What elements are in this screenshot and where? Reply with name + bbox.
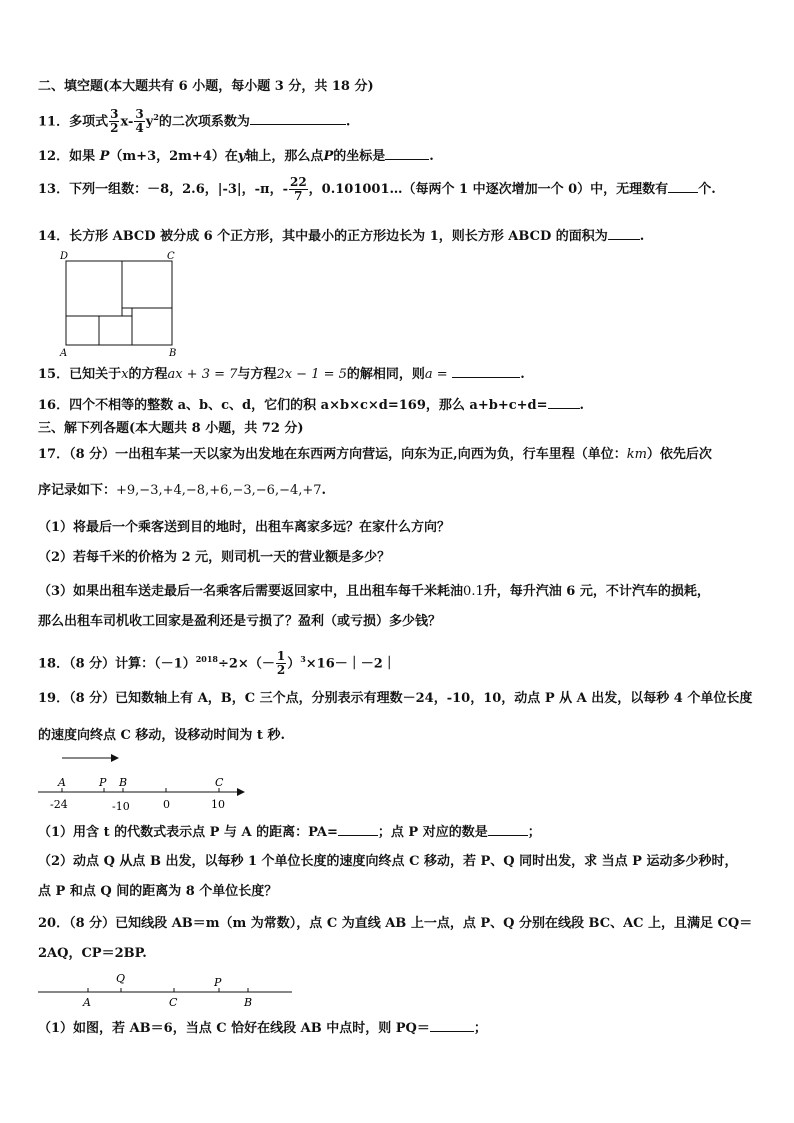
question-20-line-1: 20．（8 分）已知线段 AB＝m（m 为常数），点 C 为直线 AB 上一点，点 P、Q 分别在线段 BC、AC 上，且满足 CQ＝ [38,916,753,931]
question-text: （3）如果出租车送走最后一名乘客后需要返回家中，且出租车每千米耗油 [38,584,464,599]
punctuation: . [345,114,351,130]
question-text: （1）用含 t 的代数式表示点 P 与 A 的距离：PA= [38,825,338,840]
punctuation: . [639,229,645,244]
question-20-line-2: 2AQ，CP＝2BP. [38,946,147,961]
exponent: 3 [300,654,306,664]
math-variable: x [121,367,129,382]
number-line-figure [34,750,254,814]
question-17-line-2 [38,482,326,500]
question-19-part-2-cont: 点 P 和点 Q 间的距离为 8 个单位长度？ [38,884,278,899]
point-b-label: B [244,996,253,1009]
fraction-denominator: 4 [135,121,144,136]
math-variable: P [99,149,110,164]
equation-2: 2x − 1 = 5 [276,367,347,382]
question-text: 四个不相等的整数 a、b、c、d，它们的积 a×b×c×d=169，那么 a+b+c+d= [69,398,548,413]
punctuation: . [429,149,434,164]
question-text: 与方程 [237,367,277,382]
question-text: 序记录如下： [38,483,117,498]
question-number: 12． [38,149,70,164]
punctuation: ； [527,825,541,840]
math-text: ） [287,656,301,672]
fraction [134,108,144,135]
fraction-numerator: 1 [276,649,286,664]
question-19-part-1 [38,822,541,842]
answer-blank[interactable] [668,179,698,193]
equation-1: ax + 3 = 7 [167,367,238,382]
answer-blank[interactable] [430,1018,474,1032]
punctuation: . [321,483,327,498]
question-19-line-2: 的速度向终点 C 移动，设移动时间为 t 秒. [38,728,285,743]
math-variable: P [323,149,334,164]
answer-blank[interactable] [452,364,520,378]
fraction-denominator: 2 [110,121,119,136]
fraction-numerator: 3 [135,107,144,122]
question-text: 已知关于 [69,367,122,382]
question-17-line-1 [38,446,712,464]
unit: km [626,447,647,462]
question-text: 17．（8 分）一出租车某一天以家为出发地在东西两方向营运，向东为正,向西为负，行车里程（单位： [38,447,627,462]
point-a-label: A [83,996,91,1009]
question-number: 11． [38,114,70,130]
answer-blank[interactable] [608,226,640,240]
answer-blank[interactable] [548,395,580,409]
section-3-title: 三、解下列各题(本大题共 8 小题，共 72 分) [38,421,304,436]
point-q-label: Q [116,972,126,985]
fraction-numerator: 22 [289,175,307,189]
tick-label: 10 [211,798,225,811]
label-d: D [60,251,69,262]
question-text: 下列一组数：－8，2.6，|-3|，-π，- [69,182,288,197]
question-text: 的解相同，则 [346,367,425,382]
fraction [109,108,119,135]
label-a: A [60,348,68,359]
question-17-part-1: （1）将最后一个乘客送到目的地时，出租车离家多远？在家什么方向？ [38,520,451,535]
question-13 [38,172,716,208]
punctuation: . [520,367,525,382]
math-variable: a = [424,367,448,382]
question-number: 16． [38,398,70,413]
tick-label: -24 [50,798,68,811]
exponent: 2 [153,112,159,122]
question-text: ，0.101001…（每两个 1 中逐次增加一个 0）中，无理数有 [308,182,669,197]
question-text: 18．（8 分）计算：（－1） [38,656,196,672]
math-text: x- [120,114,134,130]
fraction-denominator: 7 [294,189,303,203]
question-text: 长方形 ABCD 被分成 6 个正方形，其中最小的正方形边长为 1，则长方形 ABCD 的面积为 [69,229,608,244]
answer-blank[interactable] [385,146,429,160]
rectangle-abcd-figure [56,248,186,360]
question-19-part-2: （2）动点 Q 从点 B 出发，以每秒 1 个单位长度的速度向终点 C 移动，若 P、Q 同时出发，求 当点 P 运动多少秒时， [38,854,738,869]
question-15 [38,364,525,384]
question-text: 升，每升汽油 6 元，不计汽车的损耗， [483,584,710,599]
math-text: ÷2×（－ [217,656,275,672]
number: 0.1 [463,584,484,599]
point-a-label: A [58,776,66,789]
question-17-part-3 [38,583,710,601]
question-text: 的二次项系数为 [158,114,250,130]
question-14 [38,226,644,246]
answer-blank[interactable] [338,822,378,836]
question-17-part-3-cont: 那么出租车司机收工回家是盈利还是亏损了？盈利（或亏损）多少钱？ [38,614,442,629]
label-c: C [167,251,175,262]
math-variable: y [145,114,154,130]
question-text: ；点 P 对应的数是 [377,825,488,840]
question-18 [38,644,396,679]
tick-label: 0 [163,798,170,811]
fraction [289,176,308,203]
label-b: B [169,348,177,359]
question-number: 14． [38,229,70,244]
fraction [276,650,286,677]
rectangle-abcd [66,261,172,345]
answer-blank[interactable] [488,822,528,836]
question-text: ）依先后次 [646,447,712,462]
point-p-label: P [99,776,107,789]
exponent: 2018 [195,654,218,664]
question-text: 如果 [69,149,96,164]
tick-label: -10 [112,800,130,813]
question-text: 多项式 [69,114,109,130]
question-text: 的坐标是 [333,149,386,164]
punctuation: ； [473,1021,487,1036]
math-text: ×16－｜－2｜ [305,656,396,672]
math-variable: y [237,149,246,164]
question-number: 13． [38,182,70,197]
punctuation: . [579,398,585,413]
question-17-part-2: （2）若每千米的价格为 2 元，则司机一天的营业额是多少？ [38,550,391,565]
question-text: 个. [698,182,716,197]
point-b-label: B [119,776,128,789]
question-11 [38,104,350,135]
question-19-line-1: 19．（8 分）已知数轴上有 A，B，C 三个点，分别表示有理数－24，-10，10，动点 P 从 A 出发，以每秒 4 个单位长度 [38,691,753,706]
fraction-numerator: 3 [110,107,119,122]
fraction-denominator: 2 [276,663,286,678]
point-c-label: C [169,996,178,1009]
mileage-record: +9,−3,+4,−8,+6,−3,−6,−4,+7 [116,483,322,498]
question-text: （m+3，2m+4）在 [109,149,238,164]
question-number: 15． [38,367,70,382]
question-text: （1）如图，若 AB＝6，当点 C 恰好在线段 AB 中点时，则 PQ＝ [38,1021,430,1036]
question-text: 的方程 [128,367,168,382]
question-12 [38,146,434,166]
answer-blank[interactable] [250,111,346,125]
question-20-part-1 [38,1018,487,1038]
point-p-label: P [214,976,222,989]
section-2-title: 二、填空题(本大题共有 6 小题，每小题 3 分，共 18 分) [38,79,374,94]
segment-ab-figure [34,966,300,1010]
question-text: 轴上，那么点 [245,149,324,164]
point-c-label: C [215,776,224,789]
question-16 [38,395,584,415]
